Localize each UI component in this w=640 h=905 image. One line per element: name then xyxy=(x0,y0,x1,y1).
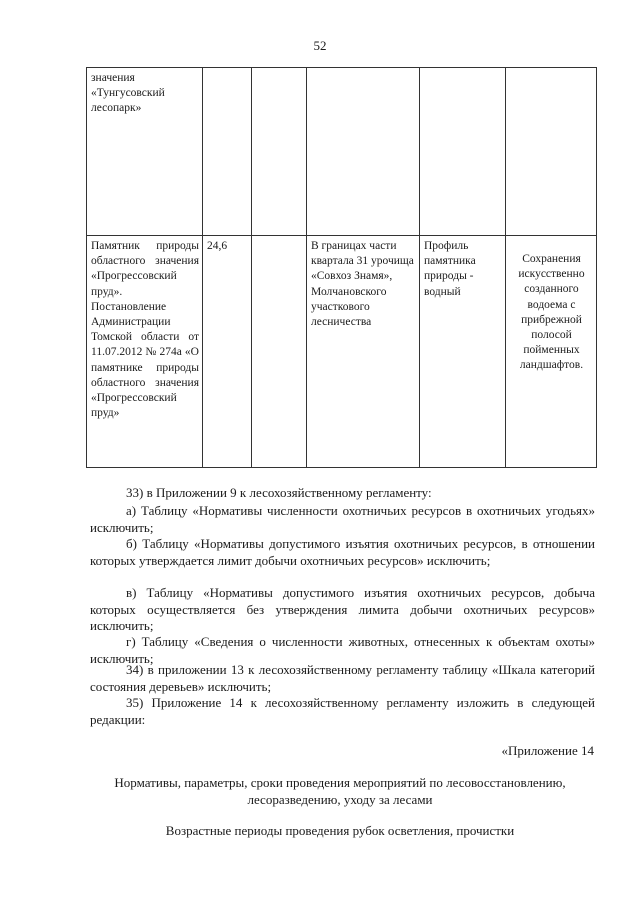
section-heading-line-1: Нормативы, параметры, сроки проведения мероприятий по лесовосстановлению, xyxy=(114,775,566,790)
table-cell xyxy=(506,68,597,236)
table-cell xyxy=(203,68,252,236)
paragraph-33a: а) Таблицу «Нормативы численности охотничьих ресурсов в охотничьих угодьях» исключить; xyxy=(90,503,595,535)
table-cell xyxy=(252,236,307,468)
paragraph-33v: в) Таблицу «Нормативы допустимого изъятия охотничьих ресурсов, добыча которых осуществляется без утверждения лимита добычи охотничьих ресурсов» исключить; xyxy=(90,585,595,633)
table-cell: значения «Тунгусовский лесопарк» xyxy=(87,68,203,236)
paragraph-35: 35) Приложение 14 к лесохозяйственному регламенту изложить в следующей редакции: xyxy=(90,695,595,727)
paragraph-33: 33) в Приложении 9 к лесохозяйственному регламенту: xyxy=(126,485,432,500)
subheading: Возрастные периоды проведения рубок осветления, прочистки xyxy=(165,823,515,838)
table-cell: Памятник природы областного значения «Прогрессовский пруд». Постановление Администрации Томской области от 11.07.2012 № 274а «О памятнике природы областного значения «Прогрессовский пруд» xyxy=(87,236,203,468)
table-cell: Профиль памятника природы - водный xyxy=(420,236,506,468)
paragraph-34: 34) в приложении 13 к лесохозяйственному регламенту таблицу «Шкала категорий состояния деревьев» исключить; xyxy=(90,662,595,694)
table-cell: В границах части квартала 31 урочища «Совхоз Знамя», Молчановского участкового лесничества xyxy=(307,236,420,468)
table-cell xyxy=(252,68,307,236)
table-cell xyxy=(307,68,420,236)
page-number: 52 xyxy=(313,38,327,53)
table-cell xyxy=(420,68,506,236)
table-row xyxy=(87,68,597,236)
table-row xyxy=(87,236,597,468)
section-heading-line-2: лесоразведению, уходу за лесами xyxy=(247,792,433,807)
paragraph-33g: г) Таблицу «Сведения о численности животных, отнесенных к объектам охоты» исключить; xyxy=(90,634,595,666)
paragraph-33b: б) Таблицу «Нормативы допустимого изъятия охотничьих ресурсов, в отношении которых утверждается лимит добычи охотничьих ресурсов» исключить; xyxy=(90,536,595,568)
table-cell: 24,6 xyxy=(203,236,252,468)
table-cell: Сохранения искусственно созданного водоема с прибрежной полосой пойменных ландшафтов. xyxy=(506,236,597,468)
regulation-table xyxy=(86,67,597,468)
appendix-label: «Приложение 14 xyxy=(501,743,594,758)
